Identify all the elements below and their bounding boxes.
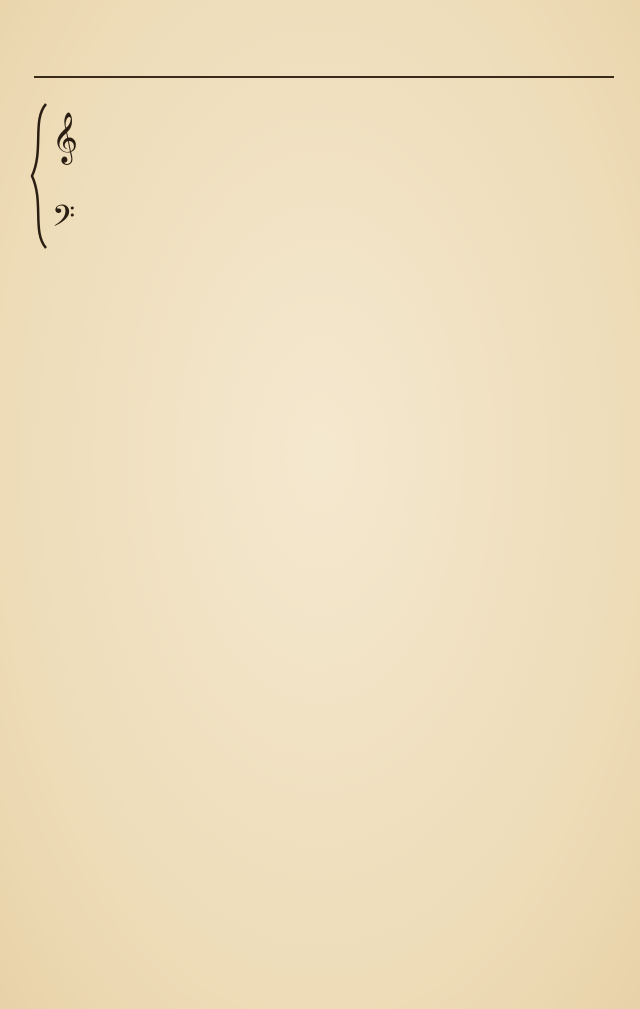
treble-clef-icon: 𝄞 bbox=[52, 112, 79, 163]
header-rule bbox=[34, 76, 614, 78]
system-brace bbox=[32, 104, 46, 248]
bass-clef-icon: 𝄢 bbox=[52, 200, 76, 241]
music-score bbox=[30, 100, 620, 252]
